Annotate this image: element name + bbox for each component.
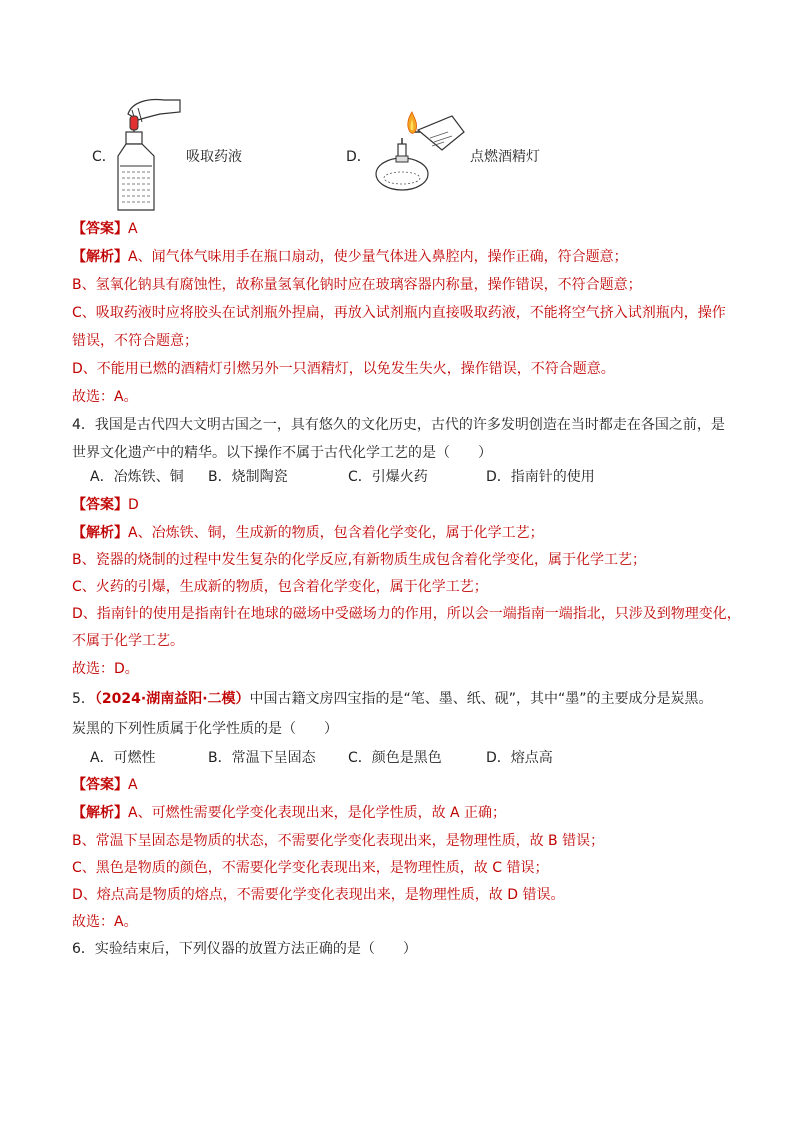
q3-answer: A [128, 221, 138, 237]
option-c-letter: C． [92, 149, 116, 165]
q5-option-b: B．常温下呈固态 [208, 750, 316, 766]
q5-answer-line [72, 775, 138, 795]
q4-option-d: D．指南针的使用 [486, 469, 595, 485]
q3-analysis-a [72, 247, 628, 267]
analysis-tag: 【解析】 [72, 249, 128, 265]
q4-choice: 故选：D。 [72, 661, 139, 677]
q4-analysis-a [72, 523, 544, 543]
q4-analysis-d1: D、指南针的使用是指南针在地球的磁场中受磁场力的作用，所以会一端指南一端指北，只涉及到物理变化， [72, 606, 741, 622]
q5-stem-line1 [72, 689, 713, 709]
answer-tag: 【答案】 [72, 221, 128, 237]
q4-option-b: B．烧制陶瓷 [208, 469, 288, 485]
q5-analysis-c: C、黑色是物质的颜色，不需要化学变化表现出来，是物理性质，故 C 错误； [72, 860, 549, 876]
option-d-letter: D． [346, 149, 371, 165]
q5-number: 5． [72, 691, 95, 707]
q4-answer: D [128, 497, 139, 513]
q3-analysis-b: B、氢氧化钠具有腐蚀性，故称量氢氧化钠时应在玻璃容器内称量，操作错误，不符合题意； [72, 277, 642, 293]
dropper-bottle-drawing [108, 96, 186, 214]
q5-answer: A [128, 777, 138, 793]
alcohol-lamp-drawing [372, 108, 472, 198]
q5-stem-line2: 炭黑的下列性质属于化学性质的是（ ） [72, 721, 338, 737]
q4-analysis-d2: 不属于化学工艺。 [72, 633, 184, 649]
q5-option-c: C．颜色是黑色 [348, 750, 442, 766]
option-c-caption: 吸取药液 [186, 149, 242, 165]
q4-stem-line1: 4．我国是古代四大文明古国之一，具有悠久的文化历史，古代的许多发明创造在当时都走在各国之前，是 [72, 417, 725, 433]
dropper-bottle-figure [108, 96, 186, 218]
q4-analysis-b: B、瓷器的烧制的过程中发生复杂的化学反应,有新物质生成包含着化学变化，属于化学工艺； [72, 552, 647, 568]
q4-answer-line [72, 495, 139, 515]
q5-source: （2024·湖南益阳·二模） [94, 691, 250, 707]
alcohol-lamp-figure [372, 108, 472, 202]
q5-analysis-b: B、常温下呈固态是物质的状态，不需要化学变化表现出来，是物理性质，故 B 错误； [72, 833, 605, 849]
q5-choice: 故选：A。 [72, 914, 138, 930]
q3-answer-line [72, 219, 138, 239]
answer-tag: 【答案】 [72, 497, 128, 513]
analysis-tag: 【解析】 [72, 805, 128, 821]
q5-analysis-a-text: A、可燃性需要化学变化表现出来，是化学性质，故 A 正确； [128, 805, 507, 821]
q5-analysis-d: D、熔点高是物质的熔点，不需要化学变化表现出来，是物理性质，故 D 错误。 [72, 887, 565, 903]
q4-option-a: A．冶炼铁、铜 [90, 469, 184, 485]
q5-stem-text: 中国古籍文房四宝指的是“笔、墨、纸、砚”，其中“墨”的主要成分是炭黑。 [249, 691, 713, 707]
q3-analysis-a-text: A、闻气体气味用手在瓶口扇动，使少量气体进入鼻腔内，操作正确，符合题意； [128, 249, 628, 265]
answer-tag: 【答案】 [72, 777, 128, 793]
q5-options [90, 748, 553, 768]
q4-options [90, 467, 595, 487]
q5-analysis-a [72, 803, 506, 823]
q6-stem: 6．实验结束后，下列仪器的放置方法正确的是（ ） [72, 941, 417, 957]
q4-analysis-a-text: A、冶炼铁、铜，生成新的物质，包含着化学变化，属于化学工艺； [128, 525, 544, 541]
q5-option-d: D．熔点高 [486, 750, 553, 766]
q3-analysis-c2: 错误，不符合题意； [72, 333, 198, 349]
q3-choice: 故选：A。 [72, 389, 138, 405]
option-d-caption: 点燃酒精灯 [470, 149, 540, 165]
analysis-tag: 【解析】 [72, 525, 128, 541]
q5-option-a: A．可燃性 [90, 750, 156, 766]
q4-option-c: C．引爆火药 [348, 469, 428, 485]
q3-analysis-c1: C、吸取药液时应将胶头在试剂瓶外捏扁，再放入试剂瓶内直接吸取药液，不能将空气挤入试剂瓶内，操作 [72, 305, 726, 321]
q4-analysis-c: C、火药的引爆，生成新的物质，包含着化学变化，属于化学工艺； [72, 579, 488, 595]
q4-stem-line2: 世界文化遗产中的精华。以下操作不属于古代化学工艺的是（ ） [72, 445, 492, 461]
q3-analysis-d: D、不能用已燃的酒精灯引燃另外一只酒精灯，以免发生失火，操作错误，不符合题意。 [72, 361, 615, 377]
